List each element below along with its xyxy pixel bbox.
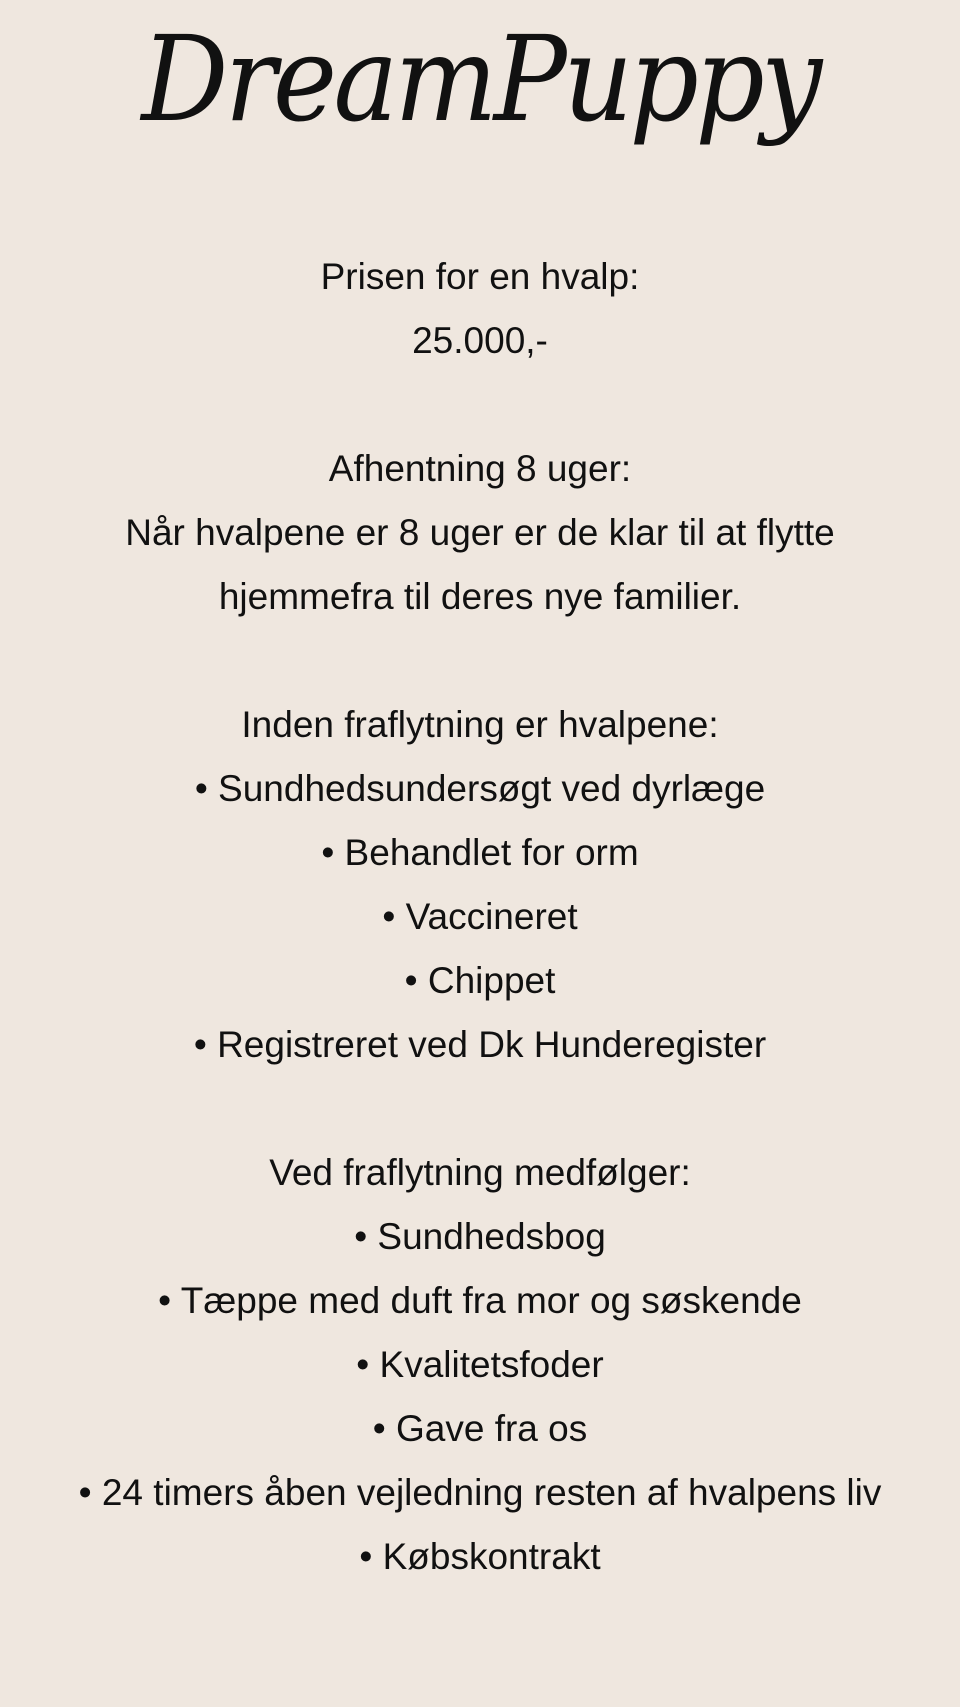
list-item: • 24 timers åben vejledning resten af hvalpens liv [78,1472,882,1513]
list-item: • Vaccineret [382,896,578,937]
price-label: Prisen for en hvalp: [320,256,640,297]
list-item: • Kvalitetsfoder [356,1344,604,1385]
list-item: • Sundhedsbog [354,1216,606,1257]
price-value: 25.000,- [412,320,548,361]
list-item: • Behandlet for orm [321,832,639,873]
content [0,245,960,1589]
pickup-label: Afhentning 8 uger: [328,448,632,489]
list-item: • Købskontrakt [359,1536,601,1577]
list-item: • Sundhedsundersøgt ved dyrlæge [194,768,766,809]
list-item: • Gave fra os [372,1408,588,1449]
included-label: Ved fraflytning medfølger: [269,1152,691,1193]
list-item: • Registreret ved Dk Hunderegister [193,1024,767,1065]
pickup-text: Når hvalpene er 8 uger er de klar til at flytte [125,512,835,553]
before-label: Inden fraflytning er hvalpene: [241,704,719,745]
logo: DreamPuppy [141,10,819,148]
list-item: • Chippet [404,960,556,1001]
list-item: • Tæppe med duft fra mor og søskende [158,1280,802,1321]
pickup-text: hjemmefra til deres nye familier. [218,576,742,617]
